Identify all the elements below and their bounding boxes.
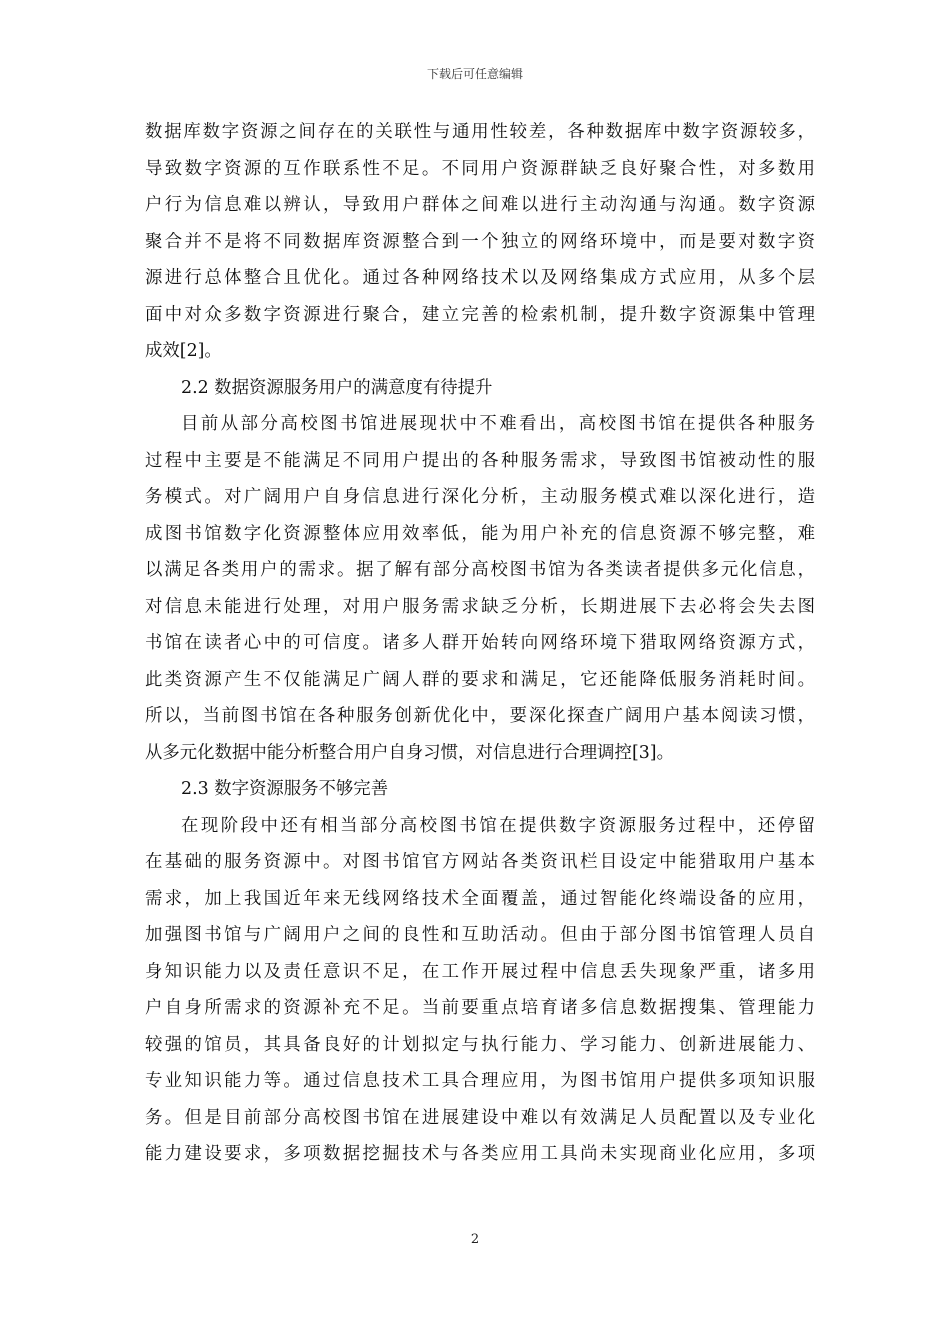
text-line: 需求，加上我国近年来无线网络技术全面覆盖，通过智能化终端设备的应用， (145, 888, 815, 909)
text-line: 加强图书馆与广阔用户之间的良性和互助活动。但由于部分图书馆管理人员自 (145, 925, 815, 945)
paragraph (145, 406, 815, 771)
page-number: 2 (470, 1232, 480, 1247)
text-line: 户行为信息难以辨认，导致用户群体之间难以进行主动沟通与沟通。数字资源 (145, 195, 815, 215)
text-line: 以满足各类用户的需求。据了解有部分高校图书馆为各类读者提供多元化信息， (145, 560, 815, 580)
text-line: 成效[2]。 (145, 341, 222, 361)
page-header: 下载后可任意编辑 (426, 67, 523, 81)
text-line: 数据库数字资源之间存在的关联性与通用性较差，各种数据库中数字资源较多， (145, 122, 815, 142)
text-line: 务模式。对广阔用户自身信息进行深化分析，主动服务模式难以深化进行，造 (145, 487, 815, 507)
text-line: 此类资源产生不仅能满足广阔人群的要求和满足，它还能降低服务消耗时间。 (145, 669, 815, 690)
section-heading (145, 370, 815, 407)
text-line: 目前从部分高校图书馆进展现状中不难看出，高校图书馆在提供各种服务 (181, 414, 815, 434)
text-line: 务。但是目前部分高校图书馆在进展建设中难以有效满足人员配置以及专业化 (145, 1107, 815, 1128)
text-line: 所以，当前图书馆在各种服务创新优化中，要深化探查广阔用户基本阅读习惯， (145, 706, 815, 726)
heading-text: 2.2 数据资源服务用户的满意度有待提升 (181, 377, 493, 398)
text-line: 能力建设要求，多项数据挖掘技术与各类应用工具尚未实现商业化应用，多项 (145, 1144, 815, 1164)
text-line: 较强的馆员，其具备良好的计划拟定与执行能力、学习能力、创新进展能力、 (145, 1034, 815, 1055)
text-line: 面中对众多数字资源进行聚合，建立完善的检索机制，提升数字资源集中管理 (145, 304, 815, 325)
section-heading (145, 771, 815, 808)
text-line: 聚合并不是将不同数据库资源整合到一个独立的网络环境中，而是要对数字资 (145, 231, 815, 252)
document-body (145, 114, 815, 1173)
text-line: 对信息未能进行处理，对用户服务需求缺乏分析，长期进展下去必将会失去图 (145, 596, 815, 617)
paragraph (145, 808, 815, 1173)
text-line: 专业知识能力等。通过信息技术工具合理应用，为图书馆用户提供多项知识服 (145, 1071, 815, 1091)
text-line: 导致数字资源的互作联系性不足。不同用户资源群缺乏良好聚合性，对多数用 (145, 158, 815, 179)
text-line: 身知识能力以及责任意识不足，在工作开展过程中信息丢失现象严重，诸多用 (145, 961, 815, 982)
paragraph (145, 114, 815, 370)
text-line: 在基础的服务资源中。对图书馆官方网站各类资讯栏目设定中能猎取用户基本 (145, 852, 815, 872)
text-line: 成图书馆数字化资源整体应用效率低，能为用户补充的信息资源不够完整，难 (145, 523, 815, 544)
text-line: 过程中主要是不能满足不同用户提出的各种服务需求，导致图书馆被动性的服 (145, 450, 815, 471)
text-line: 在现阶段中还有相当部分高校图书馆在提供数字资源服务过程中，还停留 (181, 815, 815, 836)
text-line: 户自身所需求的资源补充不足。当前要重点培育诸多信息数据搜集、管理能力 (145, 998, 815, 1018)
heading-text: 2.3 数字资源服务不够完善 (181, 779, 389, 799)
text-line: 书馆在读者心中的可信度。诸多人群开始转向网络环境下猎取网络资源方式， (145, 633, 815, 653)
text-line: 源进行总体整合且优化。通过各种网络技术以及网络集成方式应用，从多个层 (145, 268, 815, 288)
text-line: 从多元化数据中能分析整合用户自身习惯，对信息进行合理调控[3]。 (145, 742, 674, 763)
